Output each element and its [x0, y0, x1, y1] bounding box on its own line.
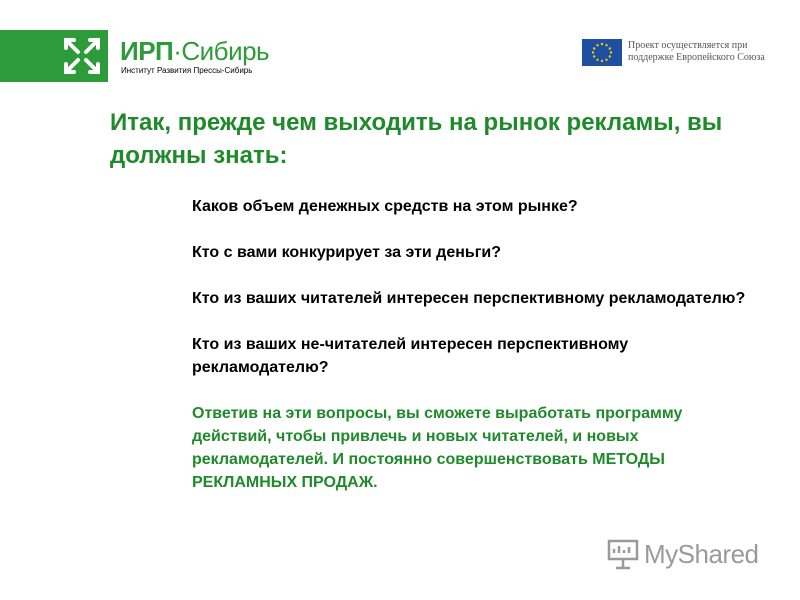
question-item: Каков объем денежных средств на этом рынке? [192, 198, 578, 215]
watermark [606, 537, 766, 573]
eu-flag-icon [582, 39, 622, 66]
brand-name-part2: ·Сибирь [173, 36, 270, 66]
question-item: Кто с вами конкурирует за эти деньги? [192, 244, 502, 261]
questions-list [192, 195, 752, 517]
brand-name [120, 36, 269, 67]
conclusion-text: Ответив на эти вопросы, вы сможете выработать программу действий, чтобы привлечь и новых читателей, и новых рекламодателей. И постоянно совершенствовать МЕТОДЫ РЕКЛАМНЫХ ПРОДАЖ. [192, 405, 683, 491]
eu-support-note: Проект осуществляется при поддержке Европейского Союза [628, 40, 765, 63]
watermark-text: MyShared [644, 539, 759, 569]
brand-name-part1: ИРП [120, 36, 174, 66]
question-item: Кто из ваших читателей интересен перспективному рекламодателю? [192, 290, 746, 307]
presentation-board-icon [606, 537, 640, 571]
brand-subtitle: Институт Развития Прессы-Сибирь [121, 66, 253, 75]
snowflake-arrows-icon [60, 34, 104, 78]
question-item: Кто из ваших не-читателей интересен перспективному рекламодателю? [192, 336, 629, 376]
slide-title: Итак, прежде чем выходить на рынок рекламы, вы должны знать: [110, 109, 723, 169]
